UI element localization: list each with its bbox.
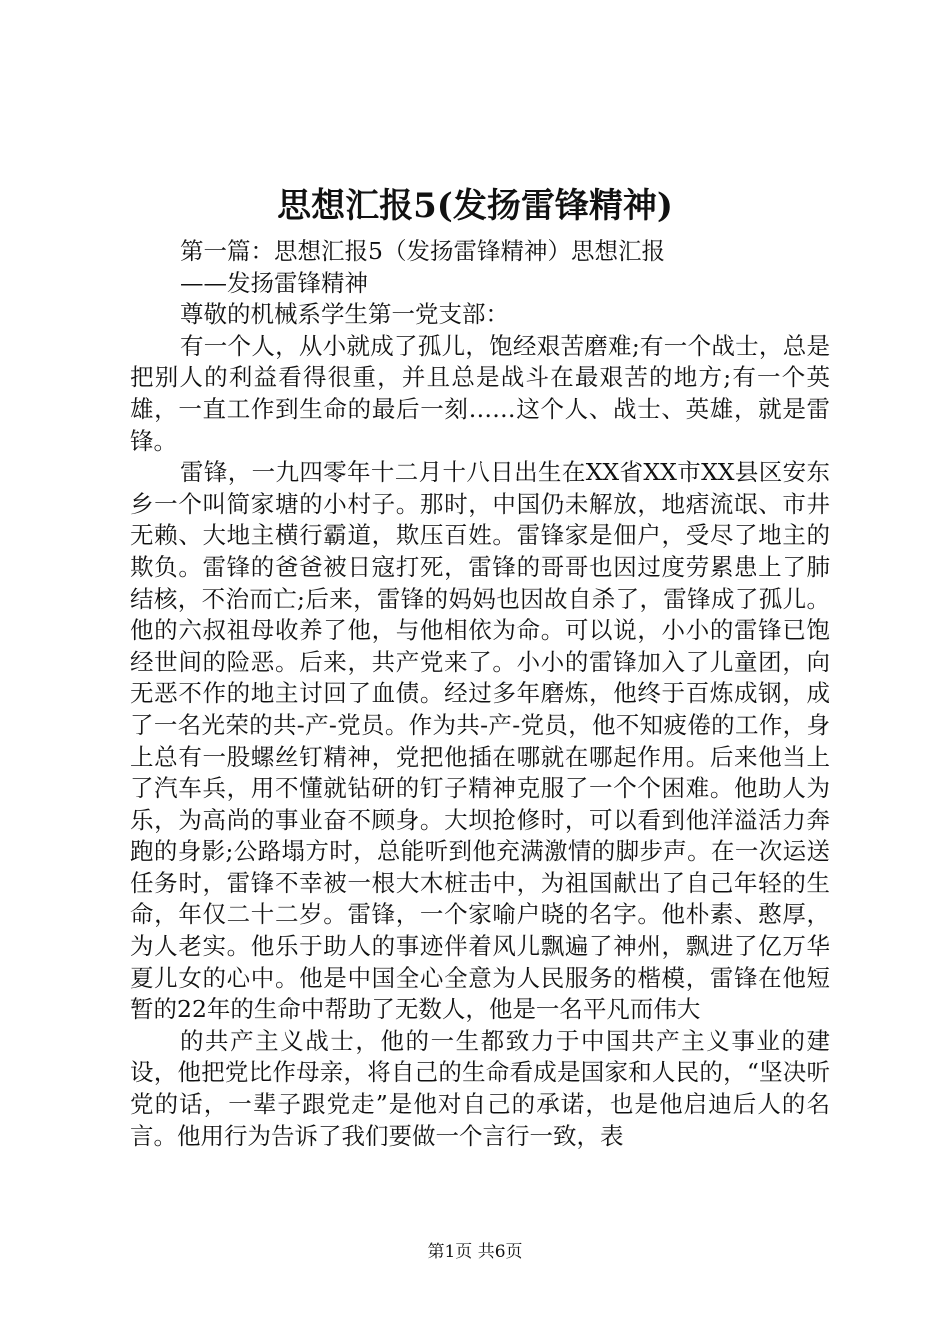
paragraph-heading: 第一篇：思想汇报5（发扬雷锋精神）思想汇报: [180, 237, 665, 265]
paragraph-subtitle: ——发扬雷锋精神: [180, 268, 368, 297]
paragraph-intro: 有一个人，从小就成了孤儿，饱经艰苦磨难;有一个战士，总是把别人的利益看得很重，并且总是战斗在最艰苦的地方;有一个英雄，一直工作到生命的最后一刻……这个人、战士、英雄，就是雷锋。: [130, 331, 830, 455]
document-body: [130, 236, 830, 1152]
paragraph-biography: 雷锋，一九四零年十二月十八日出生在XX省XX市XX县区安东乡一个叫简家塘的小村子。那时，中国仍未解放，地痞流氓、市井无赖、大地主横行霸道，欺压百姓。雷锋家是佃户，受尽了地主的欺负。雷锋的爸爸被日寇打死，雷锋的哥哥也因过度劳累患上了肺结核，不治而亡;后来，雷锋的妈妈也因故自杀了，雷锋成了孤儿。他的六叔祖母收养了他，与他相依为命。可以说，小小的雷锋已饱经世间的险恶。后来，共产党来了。小小的雷锋加入了儿童团，向无恶不作的地主讨回了血债。经过多年磨炼，他终于百炼成钢，成了一名光荣的共-产-党员。作为共-产-党员，他不知疲倦的工作，身上总有一股螺丝钉精神，党把他插在哪就在哪起作用。后来他当上了汽车兵，用不懂就钻研的钉子精神克服了一个个困难。他助人为乐，为高尚的事业奋不顾身。大坝抢修时，可以看到他洋溢活力奔跑的身影;公路塌方时，总能听到他充满激情的脚步声。在一次运送任务时，雷锋不幸被一根大木桩击中，为祖国献出了自己年轻的生命，年仅二十二岁。雷锋，一个家喻户晓的名字。他朴素、憨厚，为人老实。他乐于助人的事迹伴着风儿飘遍了神州，飘进了亿万华夏儿女的心中。他是中国全心全意为人民服务的楷模，雷锋在他短暂的22年的生命中帮助了无数人，他是一名平凡而伟大: [130, 458, 830, 1024]
paragraph-salutation: 尊敬的机械系学生第一党支部：: [180, 300, 509, 329]
page-footer: 第1页 共6页: [427, 1242, 523, 1262]
document-title: 思想汇报5(发扬雷锋精神): [277, 186, 673, 226]
paragraph-continuation: 的共产主义战士，他的一生都致力于中国共产主义事业的建设，他把党比作母亲，将自己的生命看成是国家和人民的，“坚决听党的话，一辈子跟党走”是他对自己的承诺，也是他启迪后人的名言。他用行为告诉了我们要做一个言行一致，表: [130, 1026, 830, 1150]
